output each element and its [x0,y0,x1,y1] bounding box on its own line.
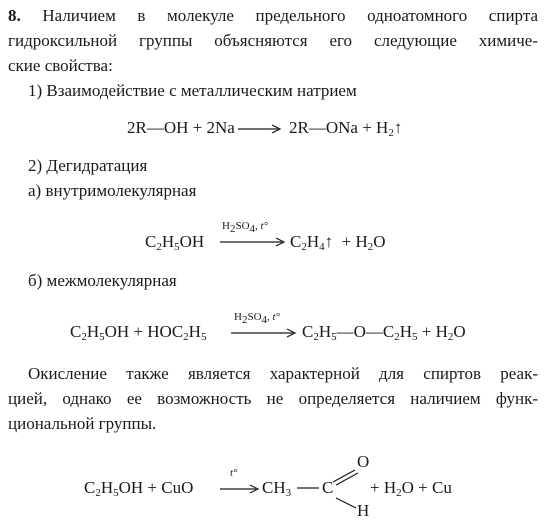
eq3-left: $C_2H_5OH$ + CuO [84,478,194,499]
eq2b-right: $C_2H_5—O—C_2H_5 + H_2O$ [302,322,466,343]
oxidation-line-2: цией, однако ее возможность не определяется наличием функ- [8,389,538,408]
eq3-condition: t° [230,467,238,479]
eq3-bonds [330,464,360,512]
eq2b-left: $C_2H_5OH + HOC_2H_5$ [70,322,207,343]
eq3-single-bond [296,486,320,490]
eq1-left: 2R—OH + 2Na [127,118,235,137]
eq3-carbon: C [322,478,334,497]
eq3-hydrogen: H [357,501,370,520]
eq2a-condition: $H_2SO_4$, t° [222,220,268,235]
eq2a-arrow [218,237,288,247]
intro-text-1: Наличием в молекуле предельного одноатомного спирта [42,6,538,25]
item1-label: 1) Взаимодействие с металлическим натрием [28,81,357,100]
eq2b-arrow [229,328,299,338]
oxidation-line-1: Окисление также является характерной для спиртов реак- [28,364,538,383]
eq3-right: + $H_2O + Cu$ [370,478,452,499]
eq2b-condition: $H_2SO_4$, t° [234,311,280,326]
eq3-ch3: $CH_3$ [262,478,292,499]
eq3-arrow [218,484,262,494]
problem-number: 8. [8,6,21,25]
eq2a-product: $C_2H_4↑ + H_2O$ [290,232,386,253]
oxidation-line-3: циональной группы. [8,414,157,433]
gas-arrow-icon: ↑ [324,232,334,251]
item2a-label: а) внутримолекулярная [28,181,197,200]
item2-label: 2) Дегидратация [28,156,148,175]
eq2a-reactant: $C_2H_5OH$ [145,232,205,253]
eq1-arrow [236,124,284,134]
intro-line-3: ские свойства: [8,56,113,75]
intro-line-1 [8,6,538,26]
eq1-right: 2R—ONa + $H_2↑$ [289,118,403,139]
item2b-label: б) межмолекулярная [28,271,177,290]
eq3-oxygen: O [357,452,370,471]
intro-line-2: гидроксильной группы объясняются его следующие химиче- [8,31,538,50]
gas-arrow-icon: ↑ [393,118,403,137]
